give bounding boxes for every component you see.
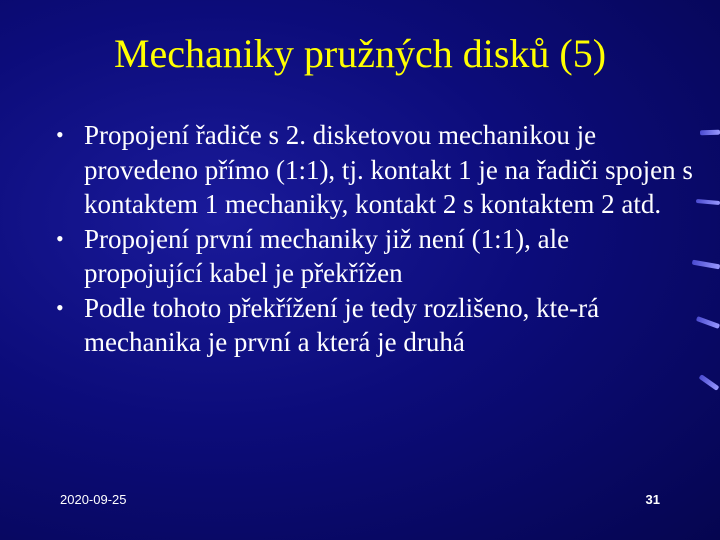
page-number: 31 xyxy=(645,492,660,507)
decorative-stripe xyxy=(696,199,720,205)
decorative-stripe xyxy=(692,260,720,270)
bullet-item xyxy=(54,118,694,222)
bullet-list xyxy=(54,118,694,360)
bullet-item xyxy=(54,291,694,360)
decorative-stripe xyxy=(699,374,720,391)
footer-date: 2020-09-25 xyxy=(60,492,127,507)
bullet-text: Podle tohoto překřížení je tedy rozlišeno, kte-rá mechanika je první a která je druhá xyxy=(84,292,600,357)
slide-title: Mechaniky pružných disků (5) xyxy=(113,31,607,76)
bullet-icon: • xyxy=(56,225,64,251)
bullet-icon: • xyxy=(56,294,64,320)
decorative-stripe xyxy=(700,130,720,136)
bullet-text: Propojení první mechaniky již není (1:1), ale propojující kabel je překřížen xyxy=(84,223,570,288)
bullet-item xyxy=(54,222,694,291)
bullet-text: Propojení řadiče s 2. disketovou mechanikou je provedeno přímo (1:1), tj. kontakt 1 je na řadiči spojen s kontaktem 1 mechaniky, kontakt 2 s kontaktem 2 atd. xyxy=(84,120,693,219)
decorative-stripe xyxy=(696,316,720,329)
bullet-icon: • xyxy=(56,122,64,147)
